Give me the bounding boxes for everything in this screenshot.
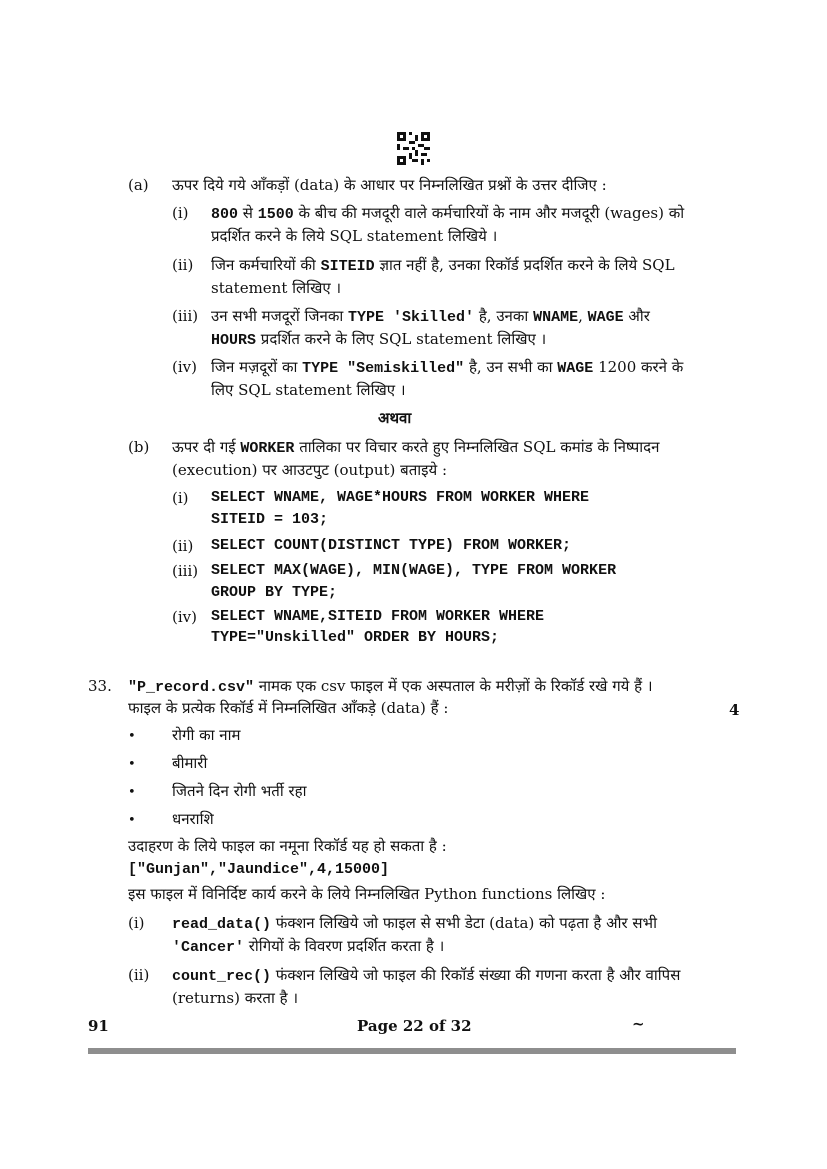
question-a-label: (a): [128, 176, 149, 194]
question-33-line2: फाइल के प्रत्येक रिकॉर्ड में निम्नलिखित आँकड़े (data) हैं :: [128, 699, 449, 717]
qb-iv-sql-line1: SELECT WNAME,SITEID FROM WORKER WHERE: [211, 608, 545, 625]
q33-i-line2: 'Cancer' रोगियों के विवरण प्रदर्शित करता है ।: [172, 937, 445, 956]
qa-iv-num: (iv): [172, 358, 197, 376]
bullet-item: रोगी का नाम: [172, 726, 241, 744]
bullet-icon: •: [128, 757, 136, 772]
question-a-intro: ऊपर दिये गये आँकड़ों (data) के आधार पर निम्नलिखित प्रश्नों के उत्तर दीजिए :: [172, 176, 607, 194]
qa-iv-line1: जिन मज़दूरों का TYPE "Semiskilled" है, उन सभी का WAGE 1200 करने के: [211, 358, 684, 377]
qb-iii-num: (iii): [172, 562, 199, 580]
question-b-intro: ऊपर दी गई WORKER तालिका पर विचार करते हुए निम्नलिखित SQL कमांड के निष्पादन: [172, 438, 660, 457]
question-33-marks: 4: [729, 701, 740, 719]
q33-i-num: (i): [128, 914, 145, 932]
qb-i-num: (i): [172, 489, 189, 507]
qa-iii-line2: HOURS प्रदर्शित करने के लिए SQL statement लिखिए ।: [211, 330, 547, 349]
qa-i-num: (i): [172, 204, 189, 222]
bullet-item: धनराशि: [172, 810, 214, 828]
qb-iii-sql-line1: SELECT MAX(WAGE), MIN(WAGE), TYPE FROM WORKER: [211, 562, 617, 579]
qa-iii-line1: उन सभी मजदूरों जिनका TYPE 'Skilled' है, उनका WNAME, WAGE और: [211, 307, 650, 326]
question-b-intro2: (execution) पर आउटपुट (output) बताइये :: [172, 461, 448, 479]
qa-ii-line2: statement लिखिए ।: [211, 279, 342, 297]
bullet-icon: •: [128, 785, 136, 800]
bullet-icon: •: [128, 813, 136, 828]
qa-ii-line1: जिन कर्मचारियों की SITEID ज्ञात नहीं है, उनका रिकॉर्ड प्रदर्शित करने के लिये SQL: [211, 256, 675, 275]
bullet-icon: •: [128, 729, 136, 744]
qb-iv-num: (iv): [172, 608, 197, 626]
q33-ii-num: (ii): [128, 966, 150, 984]
bullet-item: जितने दिन रोगी भर्ती रहा: [172, 782, 307, 800]
bullet-item: बीमारी: [172, 754, 208, 772]
footer-page-number: Page 22 of 32: [357, 1017, 472, 1035]
qa-i-line2: प्रदर्शित करने के लिये SQL statement लिखिये ।: [211, 227, 498, 245]
footer-mark: ~: [632, 1015, 645, 1033]
question-33-number: 33.: [88, 677, 112, 695]
qb-iii-sql-line2: GROUP BY TYPE;: [211, 584, 338, 601]
question-33-line1: "P_record.csv" नामक एक csv फाइल में एक अस्पताल के मरीज़ों के रिकॉर्ड रखे गये हैं ।: [128, 677, 653, 696]
footer-code: 91: [88, 1017, 109, 1035]
qa-iv-line2: लिए SQL statement लिखिए ।: [211, 381, 406, 399]
qa-iii-num: (iii): [172, 307, 199, 325]
example-record: ["Gunjan","Jaundice",4,15000]: [128, 861, 390, 878]
q33-ii-line2: (returns) करता है ।: [172, 989, 299, 1007]
question-b-label: (b): [128, 438, 150, 456]
qb-ii-sql: SELECT COUNT(DISTINCT TYPE) FROM WORKER;: [211, 537, 572, 554]
q33-i-line1: read_data() फंक्शन लिखिये जो फाइल से सभी डेटा (data) को पढ़ता है और सभी: [172, 914, 657, 933]
example-intro: उदाहरण के लिये फाइल का नमूना रिकॉर्ड यह हो सकता है :: [128, 837, 447, 855]
qa-i-line1: 800 से 1500 के बीच की मजदूरी वाले कर्मचारियों के नाम और मजदूरी (wages) को: [211, 204, 685, 223]
qb-ii-num: (ii): [172, 537, 194, 555]
qb-iv-sql-line2: TYPE="Unskilled" ORDER BY HOURS;: [211, 629, 500, 646]
qb-i-sql-line2: SITEID = 103;: [211, 511, 329, 528]
task-text: इस फाइल में विनिर्दिष्ट कार्य करने के लिये निम्नलिखित Python functions लिखिए :: [128, 885, 606, 903]
qb-i-sql-line1: SELECT WNAME, WAGE*HOURS FROM WORKER WHERE: [211, 489, 590, 506]
q33-ii-line1: count_rec() फंक्शन लिखिये जो फाइल की रिकॉर्ड संख्या की गणना करता है और वापिस: [172, 966, 681, 985]
or-separator: अथवा: [378, 409, 412, 427]
qa-ii-num: (ii): [172, 256, 194, 274]
footer-rule: [88, 1048, 736, 1054]
qr-code: [397, 132, 430, 165]
